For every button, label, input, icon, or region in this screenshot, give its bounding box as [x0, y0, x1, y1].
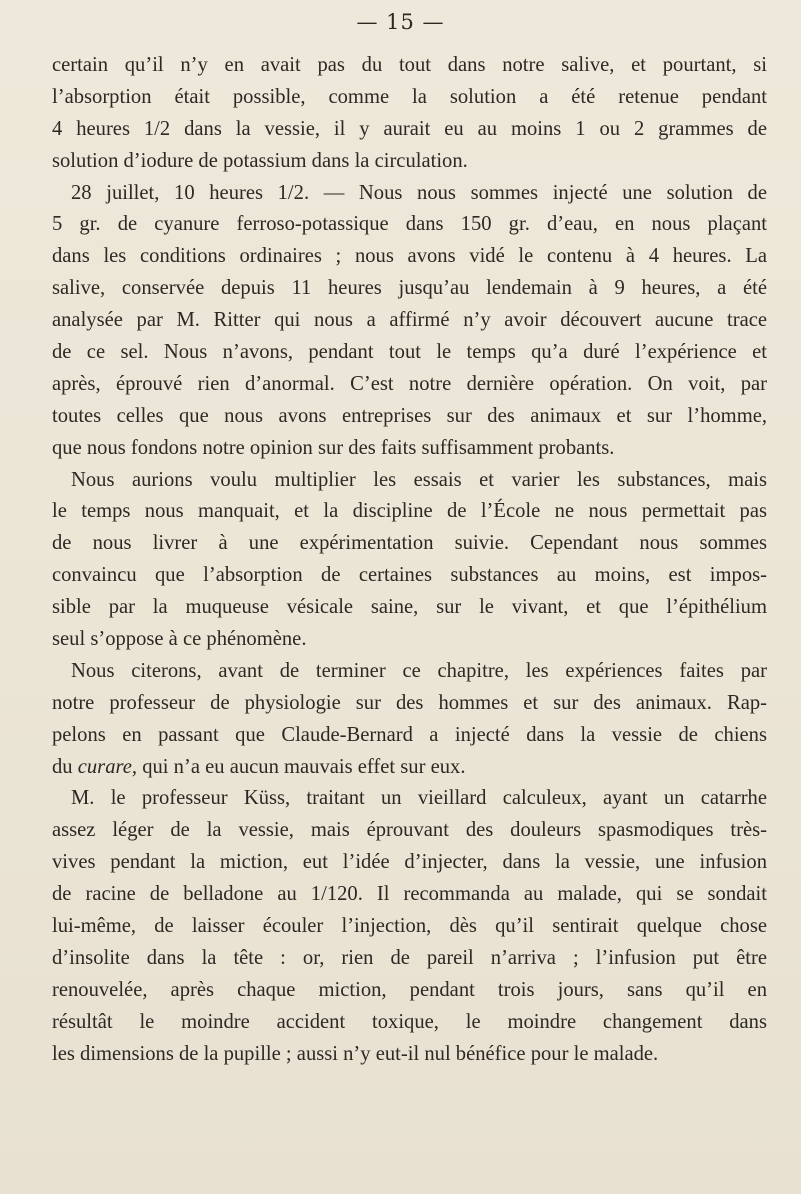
text-line: Nous aurions voulu multiplier les essais et varier les substances, mais	[71, 468, 767, 491]
text-line: après, éprouvé rien d’anormal. C’est notre dernière opération. On voit, par	[52, 372, 767, 395]
text-line: de racine de belladone au 1/120. Il recommanda au malade, qui se sondait	[52, 883, 767, 906]
text-line: que nous fondons notre opinion sur des faits suffisamment probants.	[52, 436, 615, 459]
text-fragment: qui n’a eu aucun mauvais effet sur eux.	[137, 755, 466, 778]
paragraph	[52, 178, 767, 465]
text-line: salive, conservée depuis 11 heures jusqu’au lendemain à 9 heures, a été	[52, 277, 767, 300]
text-fragment: du	[52, 755, 78, 778]
text-line: vives pendant la miction, eut l’idée d’injecter, dans la vessie, une infusion	[52, 851, 767, 874]
text-line: analysée par M. Ritter qui nous a affirmé n’y avoir découvert aucune trace	[52, 309, 767, 332]
text-line: sible par la muqueuse vésicale saine, sur le vivant, et que l’épithélium	[52, 596, 767, 619]
paragraph	[52, 465, 767, 656]
text-line: toutes celles que nous avons entreprises sur des animaux et sur l’homme,	[52, 404, 767, 427]
text-line: seul s’oppose à ce phénomène.	[52, 628, 307, 651]
text-line: solution d’iodure de potassium dans la circulation.	[52, 149, 468, 172]
text-line: les dimensions de la pupille ; aussi n’y eut-il nul bénéfice pour le malade.	[52, 1042, 659, 1065]
paragraph	[52, 783, 767, 1070]
paragraph	[52, 50, 767, 178]
text-line: certain qu’il n’y en avait pas du tout dans notre salive, et pourtant, si	[52, 54, 767, 76]
text-line: le temps nous manquait, et la discipline de l’École ne nous permettait pas	[52, 500, 767, 523]
text-line: de ce sel. Nous n’avons, pendant tout le temps qu’a duré l’expérience et	[52, 341, 767, 364]
text-line: 5 gr. de cyanure ferroso-potassique dans 150 gr. d’eau, en nous plaçant	[52, 213, 767, 236]
text-line: renouvelée, après chaque miction, pendant trois jours, sans qu’il en	[52, 978, 767, 1001]
text-line: 4 heures 1/2 dans la vessie, il y aurait eu au moins 1 ou 2 grammes de	[52, 117, 767, 140]
text-line: lui-même, de laisser écouler l’injection, dès qu’il sentirait quelque chose	[52, 915, 767, 938]
text-line	[52, 752, 767, 784]
paragraph	[52, 656, 767, 784]
text-line: dans les conditions ordinaires ; nous avons vidé le contenu à 4 heures. La	[52, 245, 767, 268]
text-line: l’absorption était possible, comme la solution a été retenue pendant	[52, 85, 767, 108]
text-line: Nous citerons, avant de terminer ce chapitre, les expériences faites par	[71, 659, 767, 682]
text-line: M. le professeur Küss, traitant un vieillard calculeux, ayant un catarrhe	[71, 787, 767, 810]
text-line: notre professeur de physiologie sur des hommes et sur des animaux. Rap-	[52, 691, 767, 714]
text-line: 28 juillet, 10 heures 1/2. — Nous nous sommes injecté une solution de	[71, 181, 767, 204]
text-line: pelons en passant que Claude-Bernard a injecté dans la vessie de chiens	[52, 723, 767, 746]
text-line: de nous livrer à une expérimentation suivie. Cependant nous sommes	[52, 532, 767, 555]
emphasized-word: curare,	[77, 755, 138, 778]
page-number: — 15 —	[356, 10, 445, 34]
text-line: assez léger de la vessie, mais éprouvant des douleurs spasmodiques très-	[52, 819, 767, 842]
body-text	[52, 50, 767, 1071]
text-line: d’insolite dans la tête : or, rien de pareil n’arriva ; l’infusion put être	[52, 946, 767, 969]
text-line: résultât le moindre accident toxique, le moindre changement dans	[52, 1010, 767, 1033]
text-line: convaincu que l’absorption de certaines substances au moins, est impos-	[52, 564, 767, 587]
